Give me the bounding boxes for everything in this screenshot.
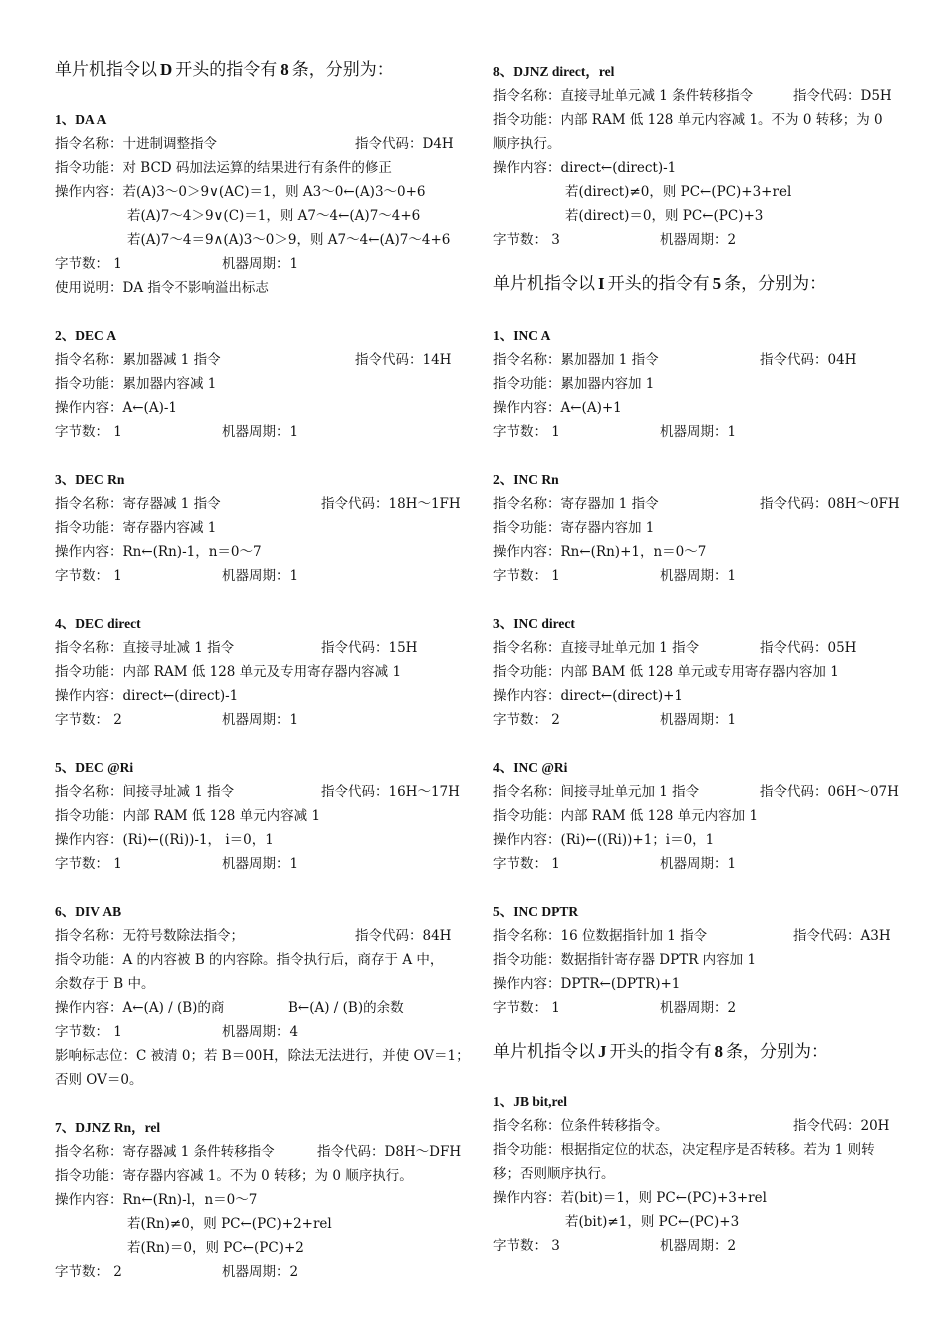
detail-line <box>55 1023 299 1041</box>
detail-right-text: 指令代码：84H <box>355 928 452 944</box>
instruction-title: 4、DEC direct <box>55 616 141 631</box>
detail-line: 操作内容：direct←(direct)+1 <box>493 688 684 704</box>
detail-line: 操作内容：若(A)3～0＞9∨(AC)＝1，则 A3～0←(A)3～0+6 <box>55 184 426 200</box>
detail-right-text: 指令代码：20H <box>793 1118 890 1134</box>
instruction-title: 5、DEC @Ri <box>55 760 134 775</box>
detail-line: 指令功能：内部 RAM 低 128 单元内容加 1 <box>493 808 759 824</box>
detail-right-text: 机器周期：1 <box>222 568 299 584</box>
detail-text: 操作内容：A←(A) / (B)的商 <box>55 1000 225 1016</box>
detail-text: 指令名称：寄存器减 1 指令 <box>55 496 221 512</box>
instruction-title: 1、DA A <box>55 112 107 127</box>
detail-right-text: 机器周期：2 <box>660 1238 737 1254</box>
heading-part: 单片机指令以 <box>493 274 595 294</box>
detail-line <box>55 567 299 585</box>
detail-text: 指令名称：位条件转移指令。 <box>493 1118 669 1134</box>
detail-line: 操作内容：direct←(direct)-1 <box>55 688 239 704</box>
detail-line <box>55 423 299 441</box>
detail-right-text: 指令代码：05H <box>760 640 857 656</box>
detail-line <box>55 255 299 273</box>
detail-text: 字节数： 1 <box>55 568 122 584</box>
detail-text: 字节数： 2 <box>55 1264 122 1280</box>
indented-line: 若(Rn)＝0，则 PC←(PC)+2 <box>127 1240 304 1256</box>
detail-line <box>493 711 737 729</box>
heading-part: D <box>160 60 173 79</box>
detail-right-text: 机器周期：4 <box>222 1024 299 1040</box>
indented-line: 若(bit)≠1，则 PC←(PC)+3 <box>565 1214 740 1230</box>
detail-line: 否则 OV＝0。 <box>55 1072 143 1088</box>
section-heading <box>493 1041 828 1063</box>
detail-line: 移；否则顺序执行。 <box>493 1166 615 1182</box>
detail-text: 字节数： 3 <box>493 232 560 248</box>
detail-right-text: 指令代码：06H～07H <box>760 784 899 800</box>
detail-line <box>493 783 899 801</box>
detail-line <box>55 927 452 945</box>
detail-right-text: 指令代码：16H～17H <box>321 784 460 800</box>
detail-right-text: 指令代码：04H <box>760 352 857 368</box>
detail-line: 操作内容：若(bit)＝1，则 PC←(PC)+3+rel <box>493 1190 767 1206</box>
heading-part: 8 <box>280 60 289 79</box>
detail-line <box>493 999 737 1017</box>
detail-line <box>55 495 461 513</box>
section-heading <box>55 59 394 81</box>
detail-right-text: 机器周期：2 <box>222 1264 299 1280</box>
heading-part: 单片机指令以 <box>493 1042 595 1062</box>
detail-right-text: 机器周期：1 <box>660 424 737 440</box>
indented-line: 若(direct)≠0，则 PC←(PC)+3+rel <box>565 184 792 200</box>
detail-line: 指令功能：A 的内容被 B 的内容除。指令执行后，商存于 A 中， <box>55 952 444 968</box>
detail-line: 操作内容：Rn←(Rn)+1，n＝0～7 <box>493 544 707 560</box>
detail-right-text: 机器周期：1 <box>222 256 299 272</box>
detail-right-text: 指令代码：D4H <box>355 136 454 152</box>
detail-text: 字节数： 2 <box>493 712 560 728</box>
detail-right-text: 机器周期：2 <box>660 232 737 248</box>
detail-text: 字节数： 1 <box>55 256 122 272</box>
detail-right-text: 机器周期：1 <box>660 856 737 872</box>
detail-right-text: 机器周期：1 <box>222 856 299 872</box>
indented-line: 若(A)7～4＝9∧(A)3～0＞9，则 A7～4←(A)7～4+6 <box>127 232 451 248</box>
indented-line: 若(Rn)≠0，则 PC←(PC)+2+rel <box>127 1216 332 1232</box>
heading-part: 单片机指令以 <box>55 60 157 80</box>
detail-line <box>493 855 737 873</box>
detail-right-text: B←(A) / (B)的余数 <box>288 1000 404 1016</box>
detail-line: 指令功能：根据指定位的状态，决定程序是否转移。若为 1 则转 <box>493 1142 875 1158</box>
detail-line: 指令功能：寄存器内容减 1。不为 0 转移；为 0 顺序执行。 <box>55 1168 413 1184</box>
detail-text: 指令名称：16 位数据指针加 1 指令 <box>493 928 708 944</box>
detail-line <box>55 1263 299 1281</box>
detail-line: 操作内容：Rn←(Rn)-l，n＝0～7 <box>55 1192 258 1208</box>
detail-right-text: 指令代码：18H～1FH <box>321 496 461 512</box>
detail-text: 字节数： 1 <box>55 424 122 440</box>
instruction-title: 1、INC A <box>493 328 551 343</box>
indented-line: 若(A)7～4＞9∨(C)＝1，则 A7～4←(A)7～4+6 <box>127 208 421 224</box>
heading-part: 8 <box>714 1042 723 1061</box>
instruction-title: 8、DJNZ direct，rel <box>493 64 615 79</box>
detail-line <box>55 999 404 1017</box>
detail-line: 操作内容：direct←(direct)-1 <box>493 160 677 176</box>
detail-line: 操作内容：DPTR←(DPTR)+1 <box>493 976 681 992</box>
detail-text: 字节数： 1 <box>493 1000 560 1016</box>
detail-text: 字节数： 1 <box>493 424 560 440</box>
detail-line <box>55 855 299 873</box>
detail-line <box>55 639 418 657</box>
detail-text: 指令名称：十进制调整指令 <box>55 136 217 152</box>
detail-text: 字节数： 3 <box>493 1238 560 1254</box>
detail-right-text: 机器周期：2 <box>660 1000 737 1016</box>
detail-line <box>55 1143 462 1161</box>
detail-line: 指令功能：内部 BAM 低 128 单元或专用寄存器内容加 1 <box>493 664 839 680</box>
detail-line: 指令功能：内部 RAM 低 128 单元内容减 1。不为 0 转移；为 0 <box>493 112 883 128</box>
heading-part: 开头的指令有 <box>175 60 278 80</box>
heading-part: 条，分别为： <box>726 1042 828 1062</box>
heading-part: 开头的指令有 <box>609 1042 712 1062</box>
detail-line <box>55 135 454 153</box>
indented-line: 若(direct)＝0，则 PC←(PC)+3 <box>565 208 764 224</box>
detail-line: 指令功能：寄存器内容减 1 <box>55 520 217 536</box>
detail-text: 指令名称：寄存器减 1 条件转移指令 <box>55 1144 275 1160</box>
detail-line <box>55 711 299 729</box>
detail-line <box>493 87 892 105</box>
detail-right-text: 指令代码：A3H <box>793 928 891 944</box>
detail-text: 指令名称：直接寻址单元加 1 指令 <box>493 640 700 656</box>
instruction-title: 3、INC direct <box>493 616 575 631</box>
instruction-title: 6、DIV AB <box>55 904 122 919</box>
detail-line <box>493 1117 890 1135</box>
heading-part: 5 <box>712 274 722 293</box>
detail-text: 指令名称：间接寻址单元加 1 指令 <box>493 784 700 800</box>
detail-line <box>493 1237 737 1255</box>
detail-line <box>493 231 737 249</box>
instruction-title: 4、INC @Ri <box>493 760 568 775</box>
detail-line: 指令功能：内部 RAM 低 128 单元内容减 1 <box>55 808 321 824</box>
instruction-title: 3、DEC Rn <box>55 472 125 487</box>
detail-line <box>55 783 460 801</box>
instruction-title: 5、INC DPTR <box>493 904 579 919</box>
heading-part: 条，分别为： <box>291 60 394 80</box>
detail-right-text: 机器周期：1 <box>660 712 737 728</box>
instruction-title: 7、DJNZ Rn，rel <box>55 1120 161 1135</box>
detail-right-text: 机器周期：1 <box>660 568 737 584</box>
detail-text: 字节数： 1 <box>55 856 122 872</box>
detail-line: 操作内容：(Ri)←((Ri))+1；i＝0，1 <box>493 832 715 848</box>
detail-line: 影响标志位：C 被清 0；若 B＝00H，除法无法进行，并使 OV＝1； <box>55 1048 470 1064</box>
detail-text: 指令名称：累加器减 1 指令 <box>55 352 221 368</box>
heading-part: 条，分别为： <box>724 274 827 294</box>
detail-right-text: 指令代码：15H <box>321 640 418 656</box>
detail-line: 操作内容：A←(A)+1 <box>493 400 622 416</box>
detail-line: 指令功能：累加器内容减 1 <box>55 376 217 392</box>
detail-right-text: 指令代码：D5H <box>793 88 892 104</box>
detail-right-text: 指令代码：14H <box>355 352 452 368</box>
detail-text: 字节数： 1 <box>493 856 560 872</box>
detail-line: 操作内容：A←(A)-1 <box>55 400 177 416</box>
detail-right-text: 机器周期：1 <box>222 712 299 728</box>
detail-line: 指令功能：对 BCD 码加法运算的结果进行有条件的修正 <box>55 160 392 176</box>
detail-line <box>493 495 900 513</box>
detail-line: 顺序执行。 <box>493 136 561 152</box>
detail-line: 指令功能：寄存器内容加 1 <box>493 520 655 536</box>
detail-text: 指令名称：无符号数除法指令； <box>55 928 244 944</box>
detail-text: 字节数： 1 <box>493 568 560 584</box>
detail-right-text: 指令代码：08H～0FH <box>760 496 900 512</box>
detail-line <box>493 927 891 945</box>
detail-line <box>55 351 452 369</box>
detail-line: 操作内容：Rn←(Rn)-1，n＝0～7 <box>55 544 262 560</box>
detail-line <box>493 639 857 657</box>
instruction-title: 2、INC Rn <box>493 472 559 487</box>
detail-right-text: 指令代码：D8H～DFH <box>317 1144 462 1160</box>
detail-text: 指令名称：累加器加 1 指令 <box>493 352 659 368</box>
detail-line: 操作内容：(Ri)←((Ri))-1， i＝0，1 <box>55 832 274 848</box>
detail-line <box>493 423 737 441</box>
detail-text: 字节数： 1 <box>55 1024 122 1040</box>
heading-part: I <box>598 274 605 293</box>
detail-line: 使用说明：DA 指令不影响溢出标志 <box>55 280 269 296</box>
detail-text: 指令名称：直接寻址减 1 指令 <box>55 640 235 656</box>
detail-right-text: 机器周期：1 <box>222 424 299 440</box>
detail-line <box>493 351 857 369</box>
heading-part: 开头的指令有 <box>607 274 710 294</box>
detail-line: 指令功能：累加器内容加 1 <box>493 376 655 392</box>
instruction-title: 1、JB bit,rel <box>493 1094 567 1109</box>
detail-line: 指令功能：数据指针寄存器 DPTR 内容加 1 <box>493 952 757 968</box>
detail-line: 指令功能：内部 RAM 低 128 单元及专用寄存器内容减 1 <box>55 664 402 680</box>
instruction-title: 2、DEC A <box>55 328 117 343</box>
detail-line: 余数存于 B 中。 <box>55 976 155 992</box>
heading-part: J <box>598 1042 607 1061</box>
detail-text: 字节数： 2 <box>55 712 122 728</box>
detail-text: 指令名称：寄存器加 1 指令 <box>493 496 659 512</box>
detail-line <box>493 567 737 585</box>
detail-text: 指令名称：间接寻址减 1 指令 <box>55 784 235 800</box>
section-heading <box>493 273 826 295</box>
detail-text: 指令名称：直接寻址单元减 1 条件转移指令 <box>493 88 754 104</box>
